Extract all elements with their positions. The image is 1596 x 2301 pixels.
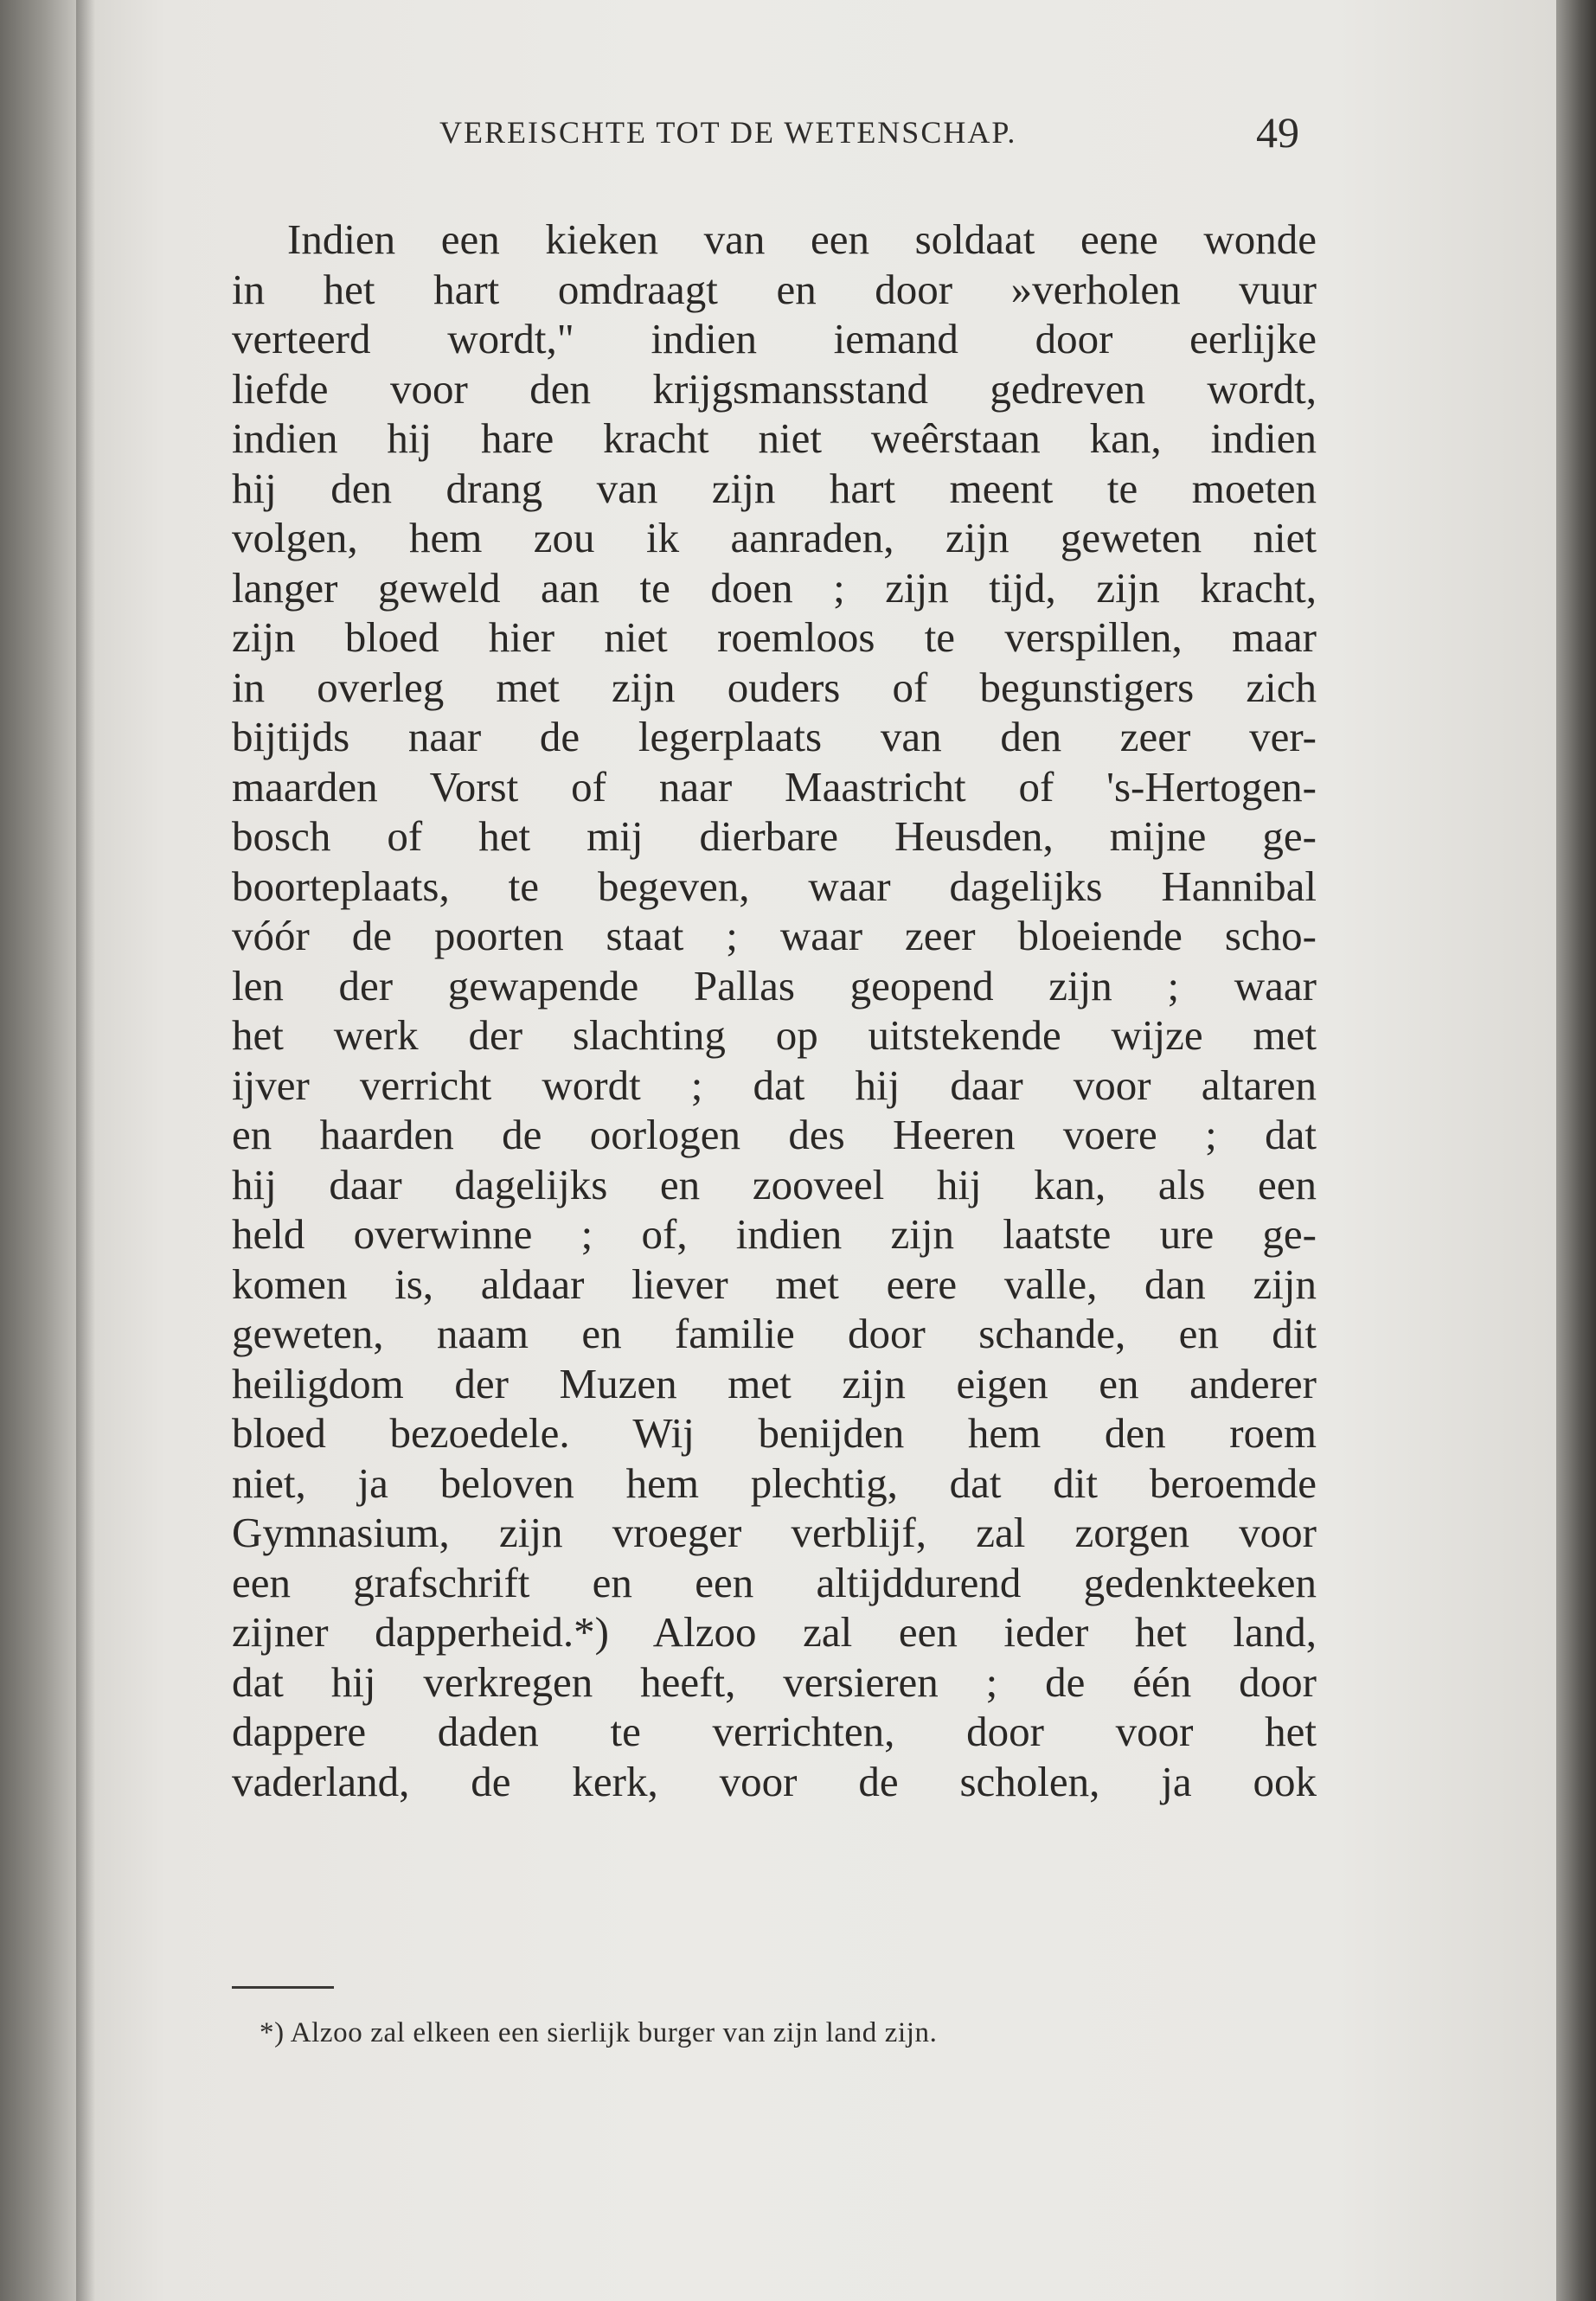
text-line: indien hij hare kracht niet weêrstaan kan, indien	[232, 414, 1317, 462]
text-line: Indien een kieken van een soldaat eene wonde	[287, 215, 1317, 263]
text-line: vaderland, de kerk, voor de scholen, ja ook	[232, 1757, 1317, 1805]
page-edge-shadow	[1556, 0, 1596, 2301]
text-line: ijver verricht wordt ; dat hij daar voor altaren	[232, 1061, 1317, 1109]
text-line: held overwinne ; of, indien zijn laatste ure ge-	[232, 1210, 1317, 1258]
body-text	[232, 215, 1317, 1806]
text-line: maarden Vorst of naar Maastricht of 's-Hertogen-	[232, 762, 1317, 811]
text-line: langer geweld aan te doen ; zijn tijd, zijn kracht,	[232, 563, 1317, 612]
text-line: in overleg met zijn ouders of begunstigers zich	[232, 663, 1317, 711]
text-line: bijtijds naar de legerplaats van den zeer ver-	[232, 713, 1317, 760]
text-line: geweten, naam en familie door schande, en dit	[232, 1310, 1317, 1357]
text-line: bosch of het mij dierbare Heusden, mijne ge-	[232, 812, 1317, 860]
text-line: vóór de poorten staat ; waar zeer bloeiende scho-	[232, 912, 1317, 959]
text-line: Gymnasium, zijn vroeger verblijf, zal zorgen voor	[232, 1509, 1317, 1556]
gutter-shadow	[76, 0, 95, 2301]
text-line: zijn bloed hier niet roemloos te verspillen, maar	[232, 613, 1317, 661]
footnote-rule	[232, 1986, 334, 1989]
text-line: volgen, hem zou ik aanraden, zijn geweten niet	[232, 514, 1317, 561]
text-line: heiligdom der Muzen met zijn eigen en anderer	[232, 1359, 1317, 1407]
running-head: VEREISCHTE TOT DE WETENSCHAP.	[439, 115, 1017, 150]
text-line: liefde voor den krijgsmansstand gedreven wordt,	[232, 364, 1317, 413]
text-line: boorteplaats, te begeven, waar dagelijks Hannibal	[232, 862, 1317, 910]
text-line: zijner dapperheid.*) Alzoo zal een ieder het land,	[232, 1608, 1317, 1656]
book-spine-edge	[0, 0, 80, 2301]
text-line: len der gewapende Pallas geopend zijn ; waar	[232, 961, 1317, 1009]
footnote: *) Alzoo zal elkeen een sierlijk burger van zijn land zijn.	[260, 2017, 938, 2048]
text-line: het werk der slachting op uitstekende wijze met	[232, 1011, 1317, 1059]
text-line: en haarden de oorlogen des Heeren voere ; dat	[232, 1111, 1317, 1158]
text-line: hij den drang van zijn hart meent te moeten	[232, 464, 1317, 512]
text-line: verteerd wordt," indien iemand door eerlijke	[232, 315, 1317, 362]
text-line: in het hart omdraagt en door »verholen vuur	[232, 265, 1317, 313]
text-line: niet, ja beloven hem plechtig, dat dit beroemde	[232, 1458, 1317, 1507]
text-line: bloed bezoedele. Wij benijden hem den roem	[232, 1409, 1317, 1457]
text-line: een grafschrift en een altijddurend gedenkteeken	[232, 1558, 1317, 1606]
text-line: hij daar dagelijks en zooveel hij kan, als een	[232, 1160, 1317, 1208]
text-line: dat hij verkregen heeft, versieren ; de één door	[232, 1657, 1317, 1706]
page-number: 49	[1256, 108, 1299, 157]
text-line: dappere daden te verrichten, door voor het	[232, 1708, 1317, 1755]
text-line: komen is, aldaar liever met eere valle, dan zijn	[232, 1259, 1317, 1308]
